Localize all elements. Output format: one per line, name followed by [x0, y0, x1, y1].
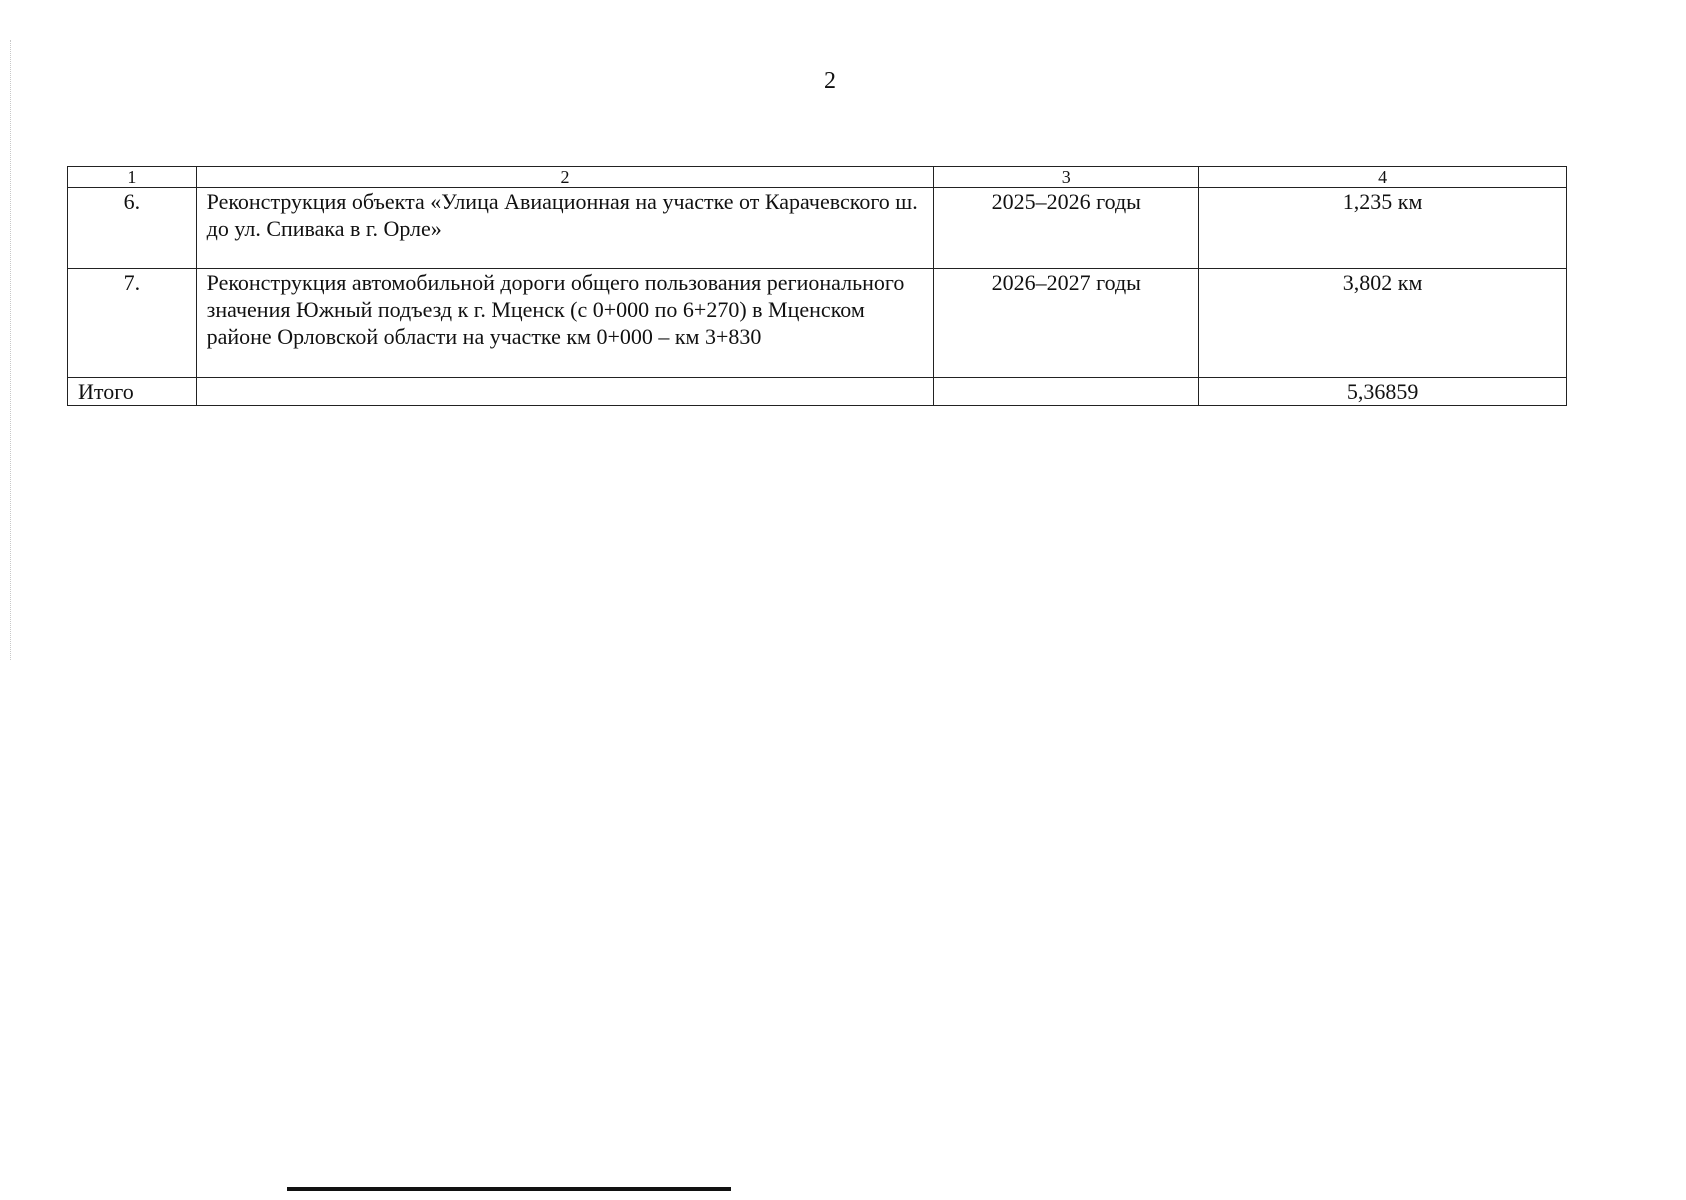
- scan-margin-marks: [10, 40, 13, 660]
- total-label: Итого: [68, 378, 197, 406]
- construction-period: 2025–2026 годы: [934, 188, 1199, 269]
- page-number: 2: [824, 68, 836, 94]
- total-value: 5,36859: [1199, 378, 1567, 406]
- header-cell-3: 3: [934, 167, 1199, 188]
- total-empty-cell: [934, 378, 1199, 406]
- table-header-row: [68, 167, 1567, 188]
- object-name: Реконструкция объекта «Улица Авиационная на участке от Карачевского ш. до ул. Спивака в г. Орле»: [196, 188, 934, 269]
- row-number: 6.: [68, 188, 197, 269]
- object-length: 1,235 км: [1199, 188, 1567, 269]
- header-cell-4: 4: [1199, 167, 1567, 188]
- signature-line: [287, 1187, 731, 1191]
- objects-table: [67, 166, 1567, 406]
- object-length: 3,802 км: [1199, 269, 1567, 378]
- total-empty-cell: [196, 378, 934, 406]
- object-name: Реконструкция автомобильной дороги общего пользования регионального значения Южный подъезд к г. Мценск (с 0+000 по 6+270) в Мценском районе Орловской области на участке км 0+000 – км 3+830: [196, 269, 934, 378]
- total-row: [68, 378, 1567, 406]
- header-cell-2: 2: [196, 167, 934, 188]
- table-row: [68, 188, 1567, 269]
- construction-period: 2026–2027 годы: [934, 269, 1199, 378]
- header-cell-1: 1: [68, 167, 197, 188]
- table-row: [68, 269, 1567, 378]
- row-number: 7.: [68, 269, 197, 378]
